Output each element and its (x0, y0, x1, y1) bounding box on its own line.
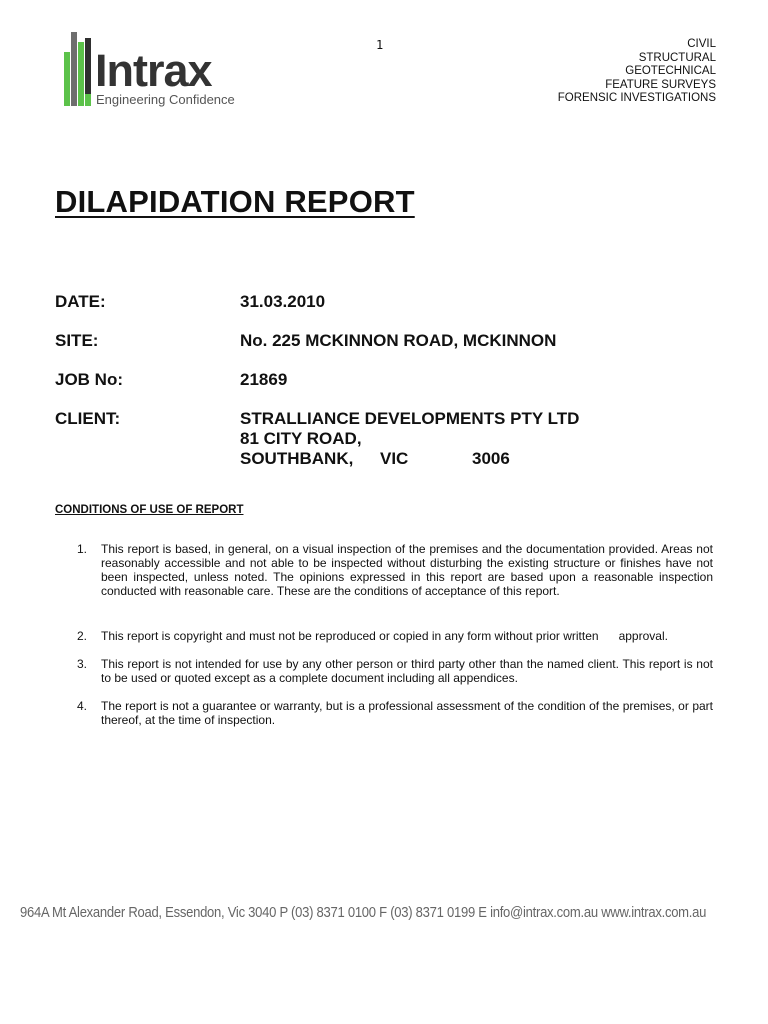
site-label: SITE: (55, 331, 99, 350)
service-item: GEOTECHNICAL (625, 65, 716, 77)
footer-contact: 964A Mt Alexander Road, Essendon, Vic 3040 P (03) 8371 0100 F (03) 8371 0199 E info@intrax.com.au www.intrax.com.au (20, 905, 707, 921)
logo-tagline: Engineering Confidence (96, 92, 235, 107)
date-value: 31.03.2010 (240, 292, 326, 311)
services-list (558, 38, 716, 106)
service-item: STRUCTURAL (638, 51, 716, 64)
intrax-logo (62, 28, 252, 112)
condition-number: 4. (77, 699, 88, 713)
condition-item (77, 657, 713, 685)
condition-number: 2. (77, 629, 88, 643)
date-label: DATE: (55, 292, 106, 311)
client-label: CLIENT: (55, 409, 121, 428)
client-state: VIC (380, 449, 409, 468)
service-item: FORENSIC INVESTIGATIONS (557, 92, 716, 104)
logo-bars-icon (62, 28, 96, 112)
service-item: FEATURE SURVEYS (605, 78, 716, 91)
page-number: 1 (376, 38, 384, 52)
condition-text: This report is copyright and must not be reproduced or copied in any form without prior written approval. (101, 629, 668, 643)
condition-text: The report is not a guarantee or warranty, but is a professional assessment of the condition of the premises, or part thereof, at the time of inspection. (101, 699, 713, 727)
job-number-label: JOB No: (55, 370, 123, 389)
conditions-heading: CONDITIONS OF USE OF REPORT (55, 504, 244, 516)
condition-text: This report is based, in general, on a visual inspection of the premises and the documentation provided. Areas not reasonably accessible and not able to be inspected without disturbing the existing structure or finishes have not been inspected, unless noted. The opinions expressed in this report are based upon a reasonable inspection conducted with reasonable care. These are the conditions of acceptance of this report. (101, 542, 713, 598)
service-item: CIVIL (687, 38, 716, 50)
client-city: SOUTHBANK, (240, 449, 354, 468)
client-postcode: 3006 (472, 449, 510, 468)
logo-wordmark: Intrax (95, 45, 212, 96)
job-number-value: 21869 (240, 370, 288, 389)
condition-number: 1. (77, 542, 88, 556)
report-title: DILAPIDATION REPORT (55, 184, 415, 219)
client-name: STRALLIANCE DEVELOPMENTS PTY LTD (240, 409, 580, 428)
condition-item (77, 699, 713, 727)
site-value: No. 225 MCKINNON ROAD, MCKINNON (240, 331, 557, 350)
condition-text: This report is not intended for use by any other person or third party other than the named client. This report is not to be used or quoted except as a complete document including all appendices. (101, 657, 713, 685)
condition-item (77, 629, 713, 645)
condition-number: 3. (77, 657, 88, 671)
client-address-line1: 81 CITY ROAD, (240, 429, 362, 448)
condition-item (77, 542, 713, 612)
